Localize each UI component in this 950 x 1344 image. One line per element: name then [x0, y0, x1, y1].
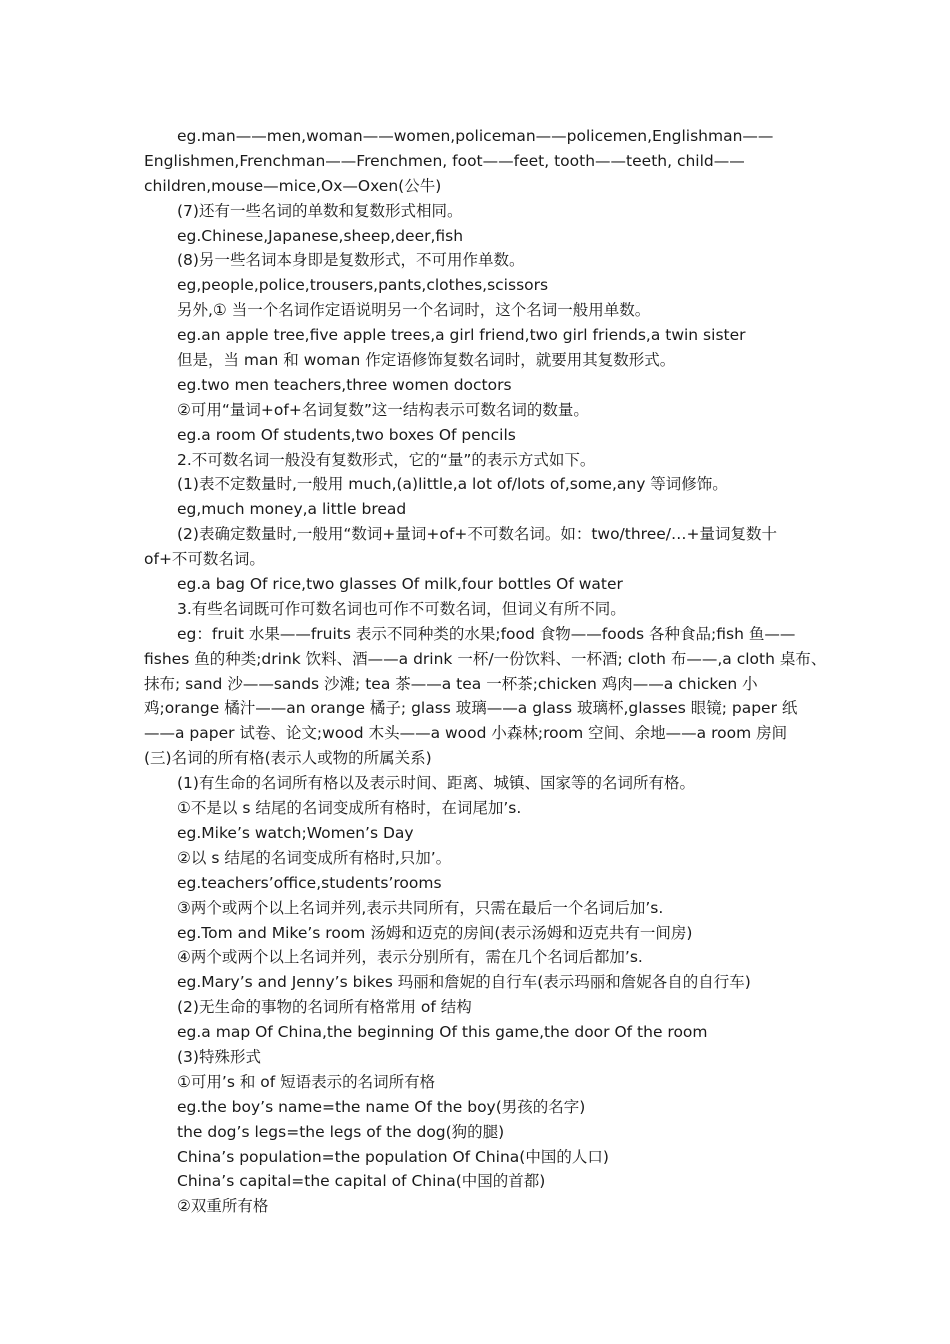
text-line: (2)无生命的事物的名词所有格常用 of 结构 [177, 998, 472, 1017]
text-line: (8)另一些名词本身即是复数形式，不可用作单数。 [177, 251, 525, 270]
text-line: eg.a map Of China,the beginning Of this game,the door Of the room [177, 1023, 708, 1042]
text-line: eg,much money,a little bread [177, 500, 407, 519]
text-line: fishes 鱼的种类;drink 饮料、酒——a drink 一杯/一份饮料、一杯酒; cloth 布——,a cloth 桌布、 [144, 649, 827, 668]
text-line: children,mouse—mice,Ox—Oxen(公牛) [144, 176, 442, 195]
text-line: (7)还有一些名词的单数和复数形式相同。 [177, 201, 463, 220]
text-line: China’s capital=the capital of China(中国的首都) [177, 1172, 546, 1191]
text-line: (2)表确定数量时,一般用“数词+量词+of+不可数名词。如：two/three/…+量词复数十 [177, 525, 777, 544]
text-line: ②以 s 结尾的名词变成所有格时,只加’。 [177, 848, 452, 867]
text-line: eg.Chinese,Japanese,sheep,deer,fish [177, 226, 464, 245]
text-line: the dog’s legs=the legs of the dog(狗的腿) [177, 1122, 505, 1141]
text-line: 另外,① 当一个名词作定语说明另一个名词时，这个名词一般用单数。 [177, 301, 651, 320]
text-line: eg.Mary’s and Jenny’s bikes 玛丽和詹妮的自行车(表示玛丽和詹妮各自的自行车) [177, 973, 751, 992]
document-body [144, 124, 827, 1219]
text-line: eg.an apple tree,five apple trees,a girl friend,two girl friends,a twin sister [177, 326, 746, 345]
text-line: (1)有生命的名词所有格以及表示时间、距离、城镇、国家等的名词所有格。 [177, 774, 695, 793]
text-line: ④两个或两个以上名词并列，表示分别所有，需在几个名词后都加’s. [177, 948, 643, 967]
text-line: eg.teachers’office,students’rooms [177, 873, 442, 892]
text-line: 抹布; sand 沙——sands 沙滩; tea 茶——a tea 一杯茶;chicken 鸡肉——a chicken 小 [144, 674, 758, 693]
text-line: eg.Mike’s watch;Women’s Day [177, 823, 414, 842]
text-line: eg.the boy’s name=the name Of the boy(男孩的名字) [177, 1097, 586, 1116]
text-line: 但是，当 man 和 woman 作定语修饰复数名词时，就要用其复数形式。 [177, 351, 676, 370]
text-line: (1)表不定数量时,一般用 much,(a)little,a lot of/lots of,some,any 等词修饰。 [177, 475, 728, 494]
text-line: eg.Tom and Mike’s room 汤姆和迈克的房间(表示汤姆和迈克共有一间房) [177, 923, 693, 942]
text-line: ——a paper 试卷、论文;wood 木头——a wood 小森林;room 空间、余地——a room 房间 [144, 724, 788, 743]
text-line: eg.a bag Of rice,two glasses Of milk,four bottles Of water [177, 575, 623, 594]
text-line: ①可用’s 和 of 短语表示的名词所有格 [177, 1072, 436, 1091]
text-line: eg：fruit 水果——fruits 表示不同种类的水果;food 食物——foods 各种食品;fish 鱼—— [177, 624, 796, 643]
text-line: of+不可数名词。 [144, 550, 265, 569]
text-line: ②可用“量词+of+名词复数”这一结构表示可数名词的数量。 [177, 400, 589, 419]
text-line: China’s population=the population Of China(中国的人口) [177, 1147, 609, 1166]
text-line: eg.two men teachers,three women doctors [177, 375, 512, 394]
text-line: ②双重所有格 [177, 1197, 269, 1216]
text-line: (三)名词的所有格(表示人或物的所属关系) [144, 749, 432, 768]
text-line: 鸡;orange 橘汁——an orange 橘子; glass 玻璃——a glass 玻璃杯,glasses 眼镜; paper 纸 [144, 699, 798, 718]
text-line: 3.有些名词既可作可数名词也可作不可数名词，但词义有所不同。 [177, 599, 626, 618]
text-line: eg.a room Of students,two boxes Of pencils [177, 425, 516, 444]
text-line: ③两个或两个以上名词并列,表示共同所有，只需在最后一个名词后加’s. [177, 898, 664, 917]
text-line: ①不是以 s 结尾的名词变成所有格时，在词尾加’s. [177, 799, 522, 818]
text-line: 2.不可数名词一般没有复数形式，它的“量”的表示方式如下。 [177, 450, 596, 469]
text-line: (3)特殊形式 [177, 1047, 261, 1066]
text-line: eg,people,police,trousers,pants,clothes,scissors [177, 276, 549, 295]
text-line: Englishmen,Frenchman——Frenchmen, foot——feet, tooth——teeth, child—— [144, 151, 745, 170]
text-line: eg.man——men,woman——women,policeman——policemen,Englishman—— [177, 127, 774, 145]
